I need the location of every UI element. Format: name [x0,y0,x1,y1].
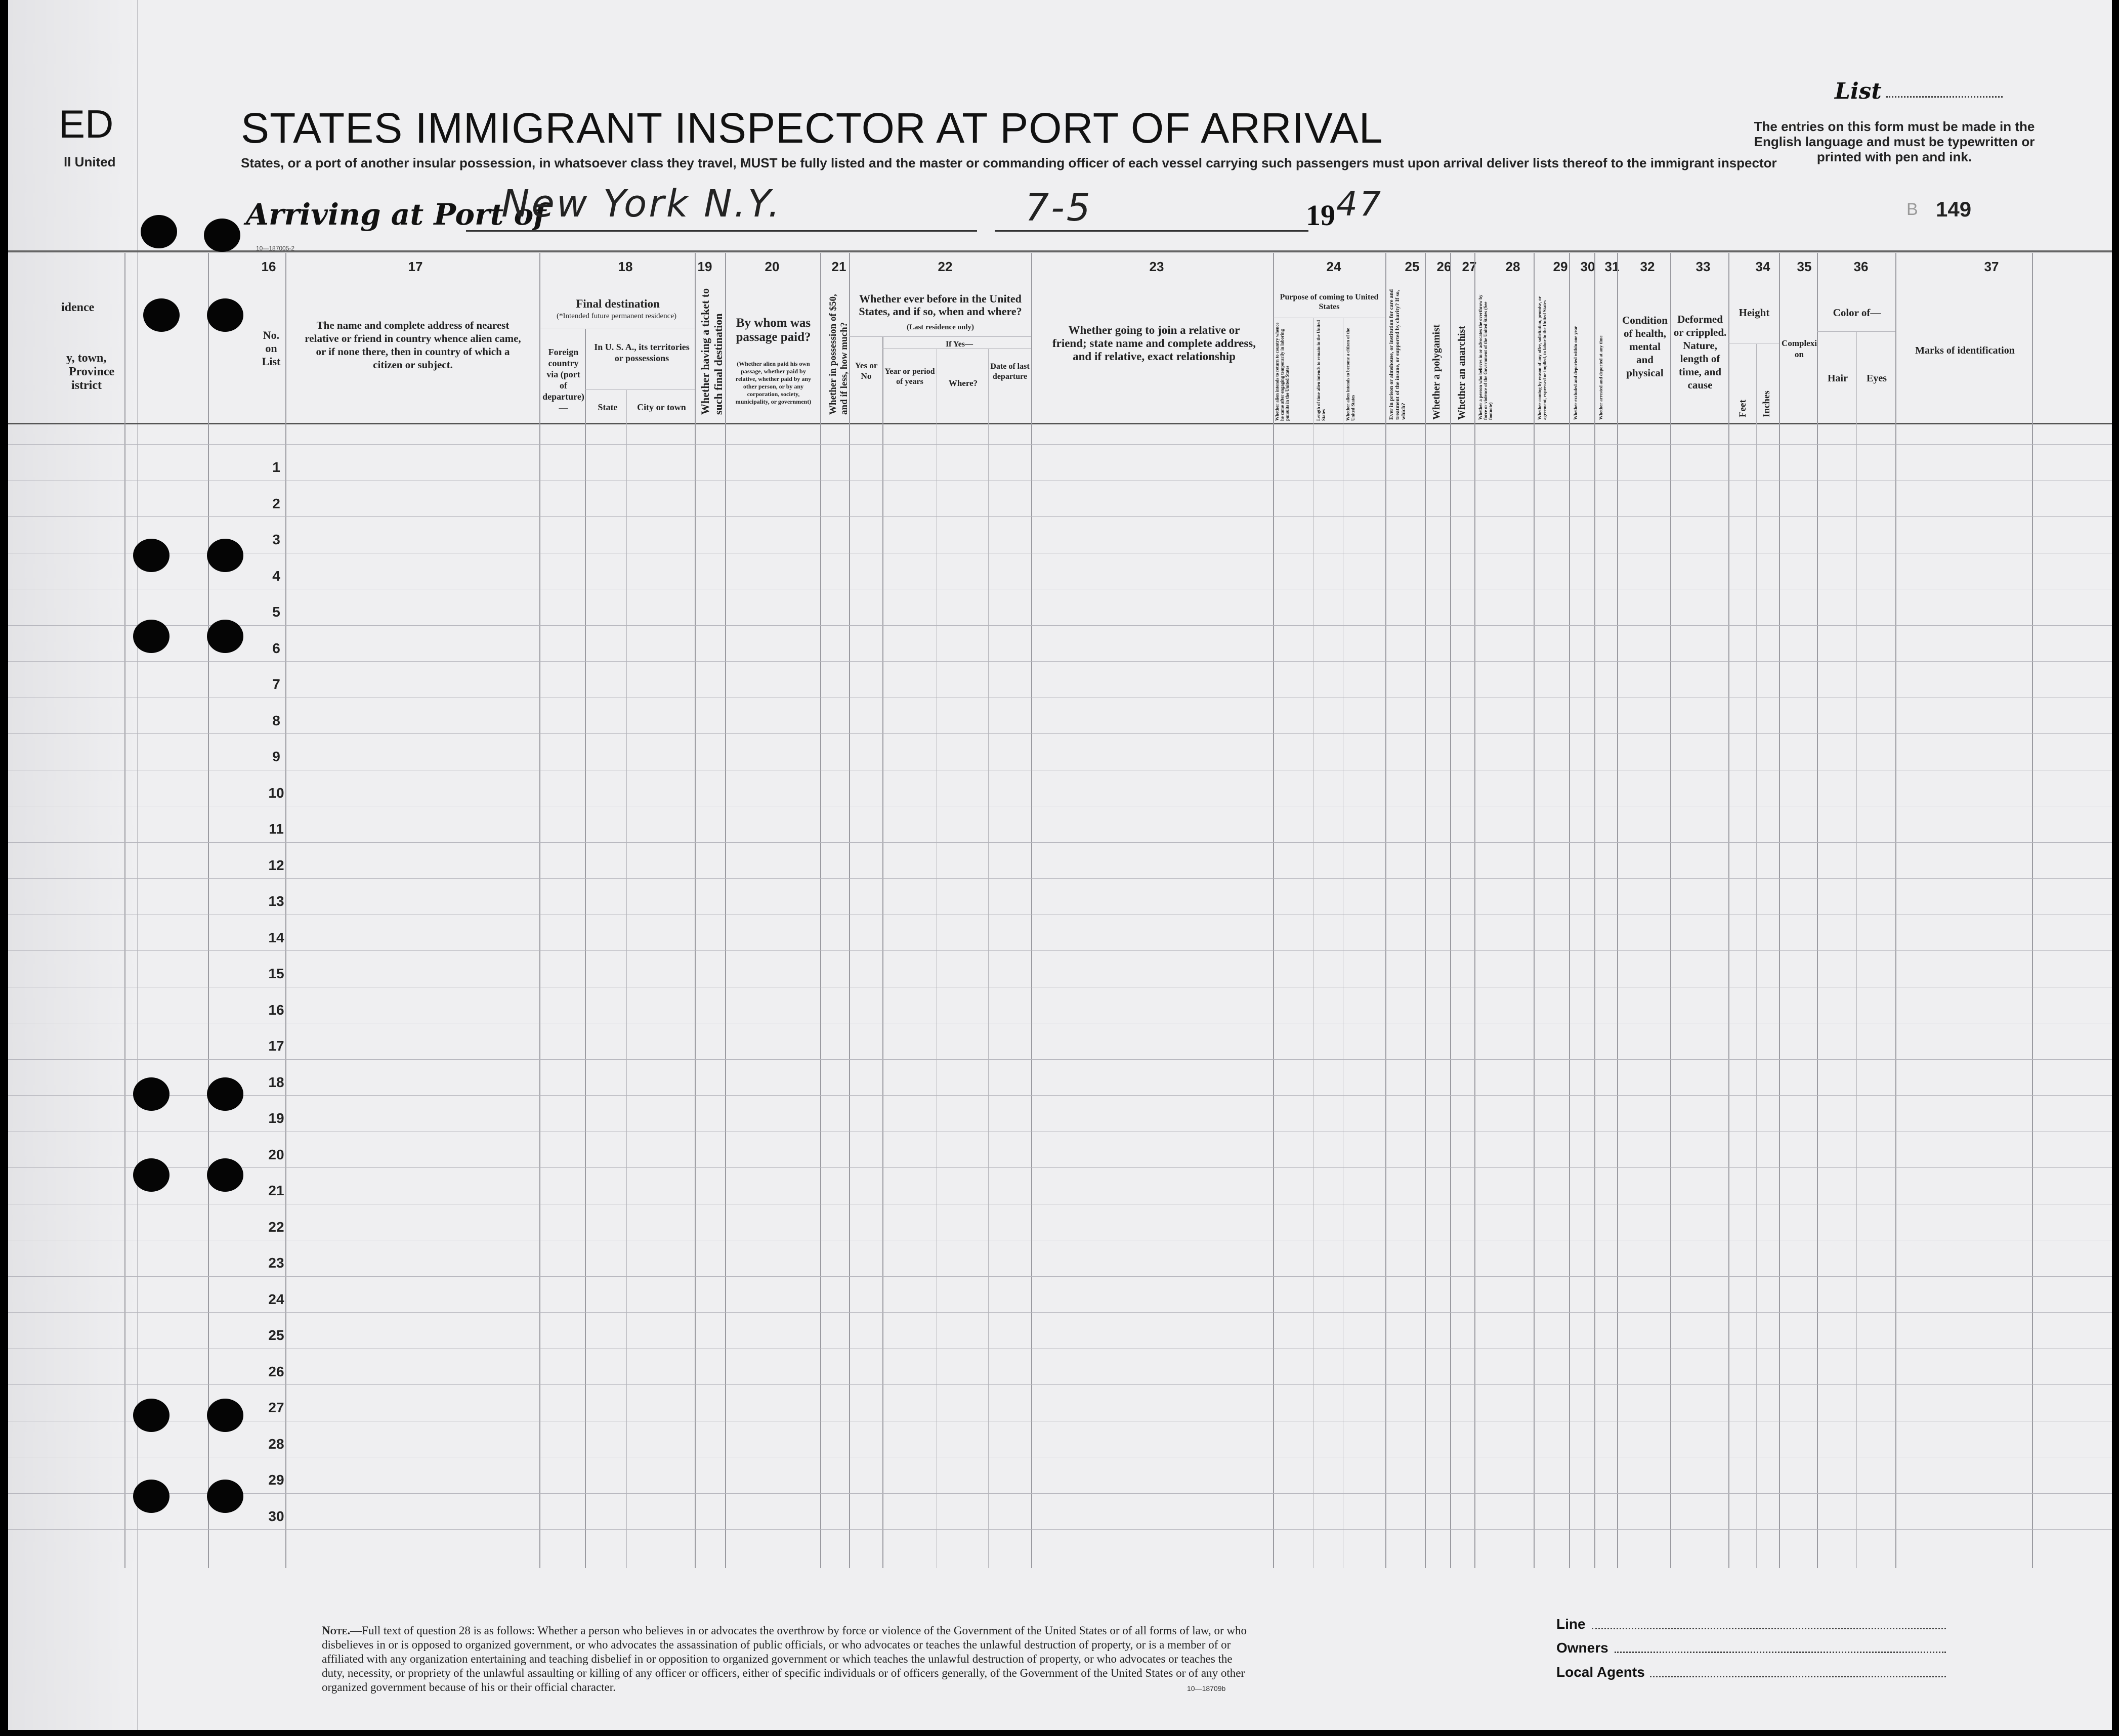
owners-label: Owners [1556,1640,1608,1656]
row-number: 29 [268,1472,284,1488]
header-passage-paid: By whom was passage paid? [736,316,811,344]
col-rule [1728,253,1729,1568]
col-num-21: 21 [831,259,846,274]
date-handwritten: 7-5 [1025,186,1092,230]
row-number: 2 [272,496,280,511]
header-marks: Marks of identification [1915,345,2015,356]
owners-field[interactable] [1615,1652,1946,1653]
col-rule [882,336,883,1568]
row-rule [8,661,2112,662]
binder-hole [204,219,240,252]
row-number: 12 [268,857,284,873]
col-rule [1385,253,1386,1568]
header-feet: Feet [1737,400,1748,417]
header-anarchist: Whether an anarchist [1456,326,1467,420]
header-ever-before: Whether ever before in the United States, and if so, when and where? [859,292,1022,318]
col-num-35: 35 [1797,259,1812,274]
header-yes-no: Yes or No [855,361,878,381]
row-number: 10 [268,785,284,801]
col-rule [539,253,540,1568]
row-number: 14 [268,930,284,945]
col-rule [1273,253,1274,1568]
header-where: Where? [948,378,978,388]
row-number: 4 [272,568,280,584]
col-rule [695,253,696,1568]
row-number: 20 [268,1147,284,1162]
header-polygamist: Whether a polygamist [1431,324,1442,420]
row-number: 28 [268,1436,284,1452]
header-overthrow: Whether a person who believes in or advocates the overthrow by force or violence of the Government of the United States (See footnote) [1478,294,1493,420]
list-label: List [1835,78,1882,104]
list-field[interactable] [1886,96,2003,98]
footer-code: 10—18709b [1187,1684,1226,1692]
date-field[interactable] [995,230,1308,232]
header-date-departure: Date of last departure [990,362,1030,381]
col-num-17: 17 [408,259,423,274]
row-number: 23 [268,1255,284,1271]
local-agents-field[interactable] [1650,1676,1946,1677]
binder-hole [207,1077,243,1111]
row-number: 19 [268,1110,284,1126]
col-num-22: 22 [938,259,953,274]
binder-hole [207,298,243,332]
col-num-34: 34 [1755,259,1770,274]
col-rule [1895,253,1896,1568]
col-rule [1425,253,1426,1568]
header-eyes: Eyes [1867,373,1887,384]
row-rule [8,1095,2112,1096]
row-rule [8,878,2112,879]
binder-hole [143,298,180,332]
row-number: 3 [272,532,280,547]
subheader-rule [1817,331,1895,332]
manifest-sheet [8,0,2112,1730]
header-foreign-country: Foreign country via (port of departure)— [542,347,584,413]
header-inches: Inches [1761,390,1772,417]
row-rule [8,950,2112,951]
header-labor-offer: Whether coming by reason of any offer, solicitation, promise, or agreement, expressed or implied, to labor in the United States [1537,296,1547,420]
binder-hole [133,1158,169,1192]
row-number: 6 [272,640,280,656]
arriving-label: Arriving at Port of [246,197,546,232]
header-no-on-list: No. on List [262,329,281,368]
header-year: Year or period of years [884,367,935,386]
row-rule [8,516,2112,517]
table-top-rule [8,250,2112,252]
local-agents-label: Local Agents [1556,1664,1645,1680]
year-printed: 19 [1306,199,1335,232]
header-color-of: Color of— [1833,307,1881,319]
col-rule [1617,253,1618,1568]
header-purpose-length: Length of time alien intends to remain in the United States [1316,320,1326,421]
header-ticket: Whether having a ticket to such final destination [699,288,725,415]
col-num-36: 36 [1853,259,1869,274]
row-number: 17 [268,1038,284,1054]
row-number: 16 [268,1002,284,1018]
subheader-rule [585,389,695,390]
row-number: 9 [272,749,280,764]
header-height: Height [1739,307,1770,319]
row-number: 25 [268,1327,284,1343]
edge-province: Province [69,365,115,378]
col-num-16: 16 [261,259,276,274]
row-number: 30 [268,1508,284,1524]
edge-title: ED [59,102,114,146]
col-num-31: 31 [1604,259,1620,274]
header-purpose-return: Whether alien intends to return to country whence he came after engaging temporarily in laboring pursuits in the United States [1275,322,1290,421]
row-number: 21 [268,1183,284,1198]
header-bottom-rule [8,423,2112,424]
row-number: 26 [268,1364,284,1379]
binder-hole [133,1399,169,1432]
col-rule [1817,253,1818,1568]
header-state: State [598,402,618,412]
col-rule [1779,253,1780,1568]
form-title: STATES IMMIGRANT INSPECTOR AT PORT OF ARRIVAL [241,104,1383,152]
header-going-to-join: Whether going to join a relative or friend; state name and complete address, and if relative, exact relationship [1052,324,1256,363]
col-rule [1450,253,1451,1568]
footnote-label: Note. [322,1624,351,1637]
col-rule [1313,318,1314,1568]
row-rule [8,625,2112,626]
header-excluded: Whether excluded and deported within one year [1573,326,1578,420]
header-prison: Ever in prison or almshouse, or institution for care and treatment of the insane, or supported by charity? If so, which? [1388,289,1407,420]
row-number: 1 [272,459,280,475]
col-num-30: 30 [1580,259,1595,274]
row-number: 11 [269,821,284,837]
subheader-rule [849,336,1031,337]
page-number: 149 [1936,197,1972,221]
binder-hole [207,1158,243,1192]
binder-hole [207,1480,243,1513]
row-number: 24 [268,1291,284,1307]
header-health: Condition of health, mental and physical [1622,314,1668,379]
row-number: 27 [268,1400,284,1415]
col-num-27: 27 [1462,259,1477,274]
footnote-question-28 [322,1624,1253,1695]
binder-hole [207,620,243,653]
edge-town: y, town, [66,352,107,365]
footnote-text: —Full text of question 28 is as follows: Whether a person who believes in or advocates the overthrow by force or violence of the Government of the United States or of all forms of law, or who disbelieves in or is opposed to organized government, or who advocates the assassination of public officials, or who advocates or teaches the unlawful destruction of property, or is a member of or affiliated with any organization entertaining and teaching disbelief in or opposition to organized government or which teaches the unlawful destruction of property, or who advocates or teaches the duty, necessity, or propriety of the unlawful assaulting or killing of any officer or officers, either of specific individuals or of officers generally, of the Government of the United States or of any other organized government because of his or their official character. [322,1624,1247,1694]
col-num-28: 28 [1505,259,1520,274]
header-purpose: Purpose of coming to United States [1280,293,1379,311]
col-num-25: 25 [1405,259,1420,274]
header-city: City or town [637,402,686,412]
header-final-destination-sub: (*Intended future permanent residence) [557,312,676,320]
row-rule [8,1529,2112,1530]
binder-hole [133,1480,169,1513]
binder-hole [133,539,169,572]
row-number: 15 [268,966,284,981]
row-number: 5 [272,604,280,620]
binder-hole [133,620,169,653]
col-rule [820,253,821,1568]
header-arrested: Whether arrested and deported at any time [1598,335,1603,420]
col-num-32: 32 [1640,259,1655,274]
col-rule [626,389,627,1568]
header-hair: Hair [1828,373,1848,384]
col-rule [124,253,125,1568]
col-num-23: 23 [1149,259,1164,274]
row-number: 7 [272,676,280,692]
col-rule [208,253,209,1568]
port-field[interactable] [466,230,977,232]
line-field[interactable] [1592,1628,1946,1629]
row-number: 18 [268,1074,284,1090]
row-rule [8,1312,2112,1313]
binder-hole [207,539,243,572]
header-final-destination: Final destination [576,297,660,310]
header-passage-note: (Whether alien paid his own passage, whether paid by relative, whether paid by any other person, or by any corporation, society, municipality, or government) [735,360,812,405]
entry-instructions: The entries on this form must be made in the English language and must be typewritten or printed with pen and ink. [1754,119,2035,164]
row-number: 13 [268,893,284,909]
row-rule [8,444,2112,445]
header-in-usa: In U. S. A., its territories or possessions [594,342,690,363]
folded-left-edge [8,0,138,1730]
form-subtitle: States, or a port of another insular possession, in whatsoever class they travel, MUST be fully listed and the master or commanding officer of each vessel carrying such passengers must upon arrival deliver lists thereof to the immigrant inspector [241,155,1777,170]
col-num-20: 20 [765,259,780,274]
header-complexion: Complexion [1782,338,1817,359]
header-if-yes: If Yes— [945,340,973,349]
row-rule [8,733,2112,734]
col-rule [1594,253,1595,1568]
binder-hole [141,215,177,248]
edge-residence: idence [61,301,95,314]
col-num-37: 37 [1984,259,1999,274]
row-rule [8,1167,2112,1168]
page-prefix: B [1906,200,1918,219]
col-rule [988,349,989,1568]
col-rule [1474,253,1475,1568]
binder-hole [207,1399,243,1432]
row-number: 8 [272,713,280,728]
row-rule [8,842,2112,843]
row-rule [8,1059,2112,1060]
line-label: Line [1556,1616,1586,1632]
col-num-26: 26 [1436,259,1452,274]
edge-district: istrict [71,379,102,392]
row-rule [8,1276,2112,1277]
row-rule [8,1384,2112,1385]
col-rule [1569,253,1570,1568]
col-num-33: 33 [1696,259,1711,274]
header-fifty-dollars: Whether in possession of $50, and if less, how much? [828,294,850,415]
header-nearest-relative: The name and complete address of nearest relative or friend in country whence alien came, or if none there, then in country of which a citizen or subject. [305,319,521,371]
col-rule [849,253,850,1568]
col-rule [585,329,586,1568]
year-handwritten: 47 [1336,185,1383,224]
col-rule [725,253,726,1568]
col-num-19: 19 [697,259,712,274]
col-rule [1031,253,1032,1568]
col-rule [2032,253,2033,1568]
row-rule [8,1493,2112,1494]
col-rule [1534,253,1535,1568]
header-purpose-citizen: Whether alien intends to become a citizen of the United States [1345,328,1355,421]
port-handwritten: New York N.Y. [501,182,782,226]
edge-subtitle: ll United [64,154,116,169]
form-code: 10—187005-2 [256,245,295,252]
row-number: 22 [268,1219,284,1235]
col-rule [1670,253,1671,1568]
col-num-18: 18 [618,259,633,274]
binder-hole [133,1077,169,1111]
col-num-24: 24 [1326,259,1341,274]
header-deformed: Deformed or crippled. Nature, length of time, and cause [1673,313,1727,391]
header-last-residence: (Last residence only) [906,323,974,331]
col-num-29: 29 [1553,259,1568,274]
